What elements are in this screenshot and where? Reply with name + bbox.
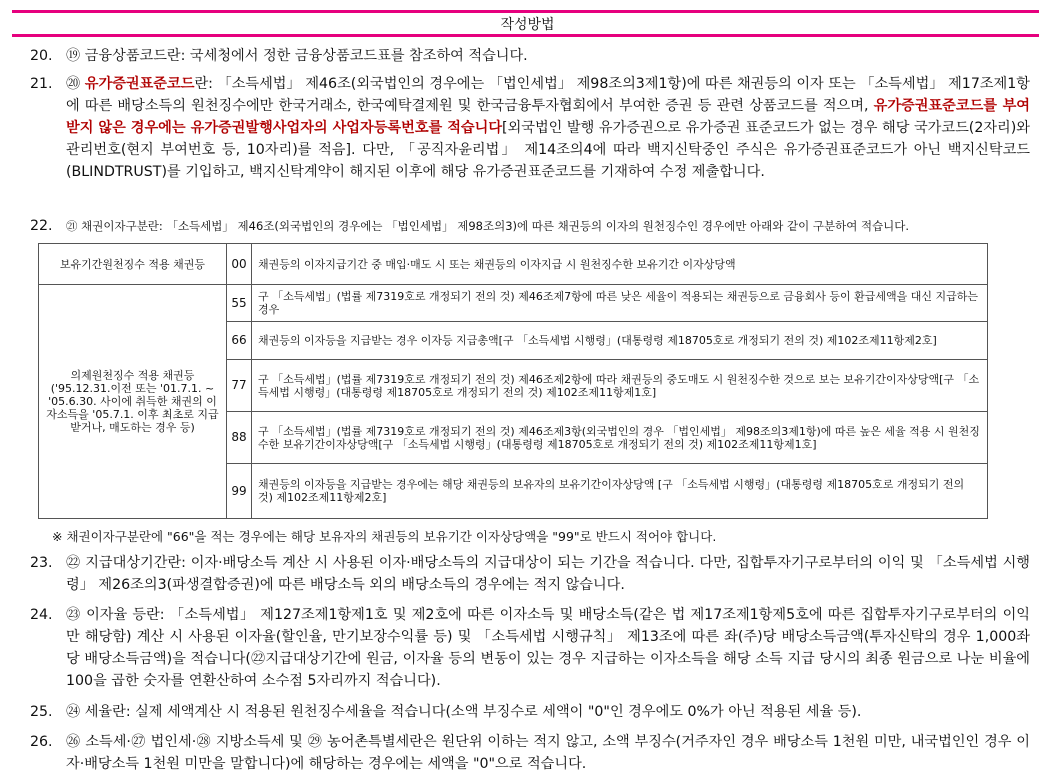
table-note: ※ 채권이자구분란에 "66"을 적는 경우에는 해당 보유자의 채권등의 보유기간 이자상당액을 "99"로 반드시 적어야 합니다. (52, 529, 717, 544)
category-cell: 의제원천징수 적용 채권등 ('95.12.31.이전 또는 '01.7.1. ~ '05.6.30. 사이에 취득한 채권의 이자소득을 '05.7.1. 이후 최초로 지급받거나, 매도하는 경우 등) (39, 285, 227, 519)
code-cell: 55 (227, 285, 252, 322)
item-22 (30, 215, 1030, 237)
description-cell: 채권등의 이자지급기간 중 매입·매도 시 또는 채권등의 이자지급 시 원천징수한 보유기간 이자상당액 (252, 244, 988, 285)
item-text: ㉒ 지급대상기간란: 이자·배당소득 계산 시 사용된 이자·배당소득의 지급대상이 되는 기간을 적습니다. 다만, 집합투자기구로부터의 이익 및 「소득세법 시행령」 제26조의3(파생결합증권)에 따른 배당소득 외의 배당소득의 경우에는 적지 않습니다. (66, 555, 1030, 593)
table-row (39, 285, 988, 322)
page-title: 작성방법 (500, 17, 555, 33)
description-cell: 구 「소득세법」(법률 제7319호로 개정되기 전의 것) 제46조제2항에 따라 채권등의 중도매도 시 원천징수한 것으로 보는 보유기간이자상당액[구 「소득세법 시행령」(대통령령 제18705호로 개정되기 전의 것) 제102조제11항제1호] (252, 360, 988, 412)
item-number: 21. (30, 76, 53, 92)
item-text: ㉔ 세율란: 실제 세액계산 시 적용된 원천징수세율을 적습니다(소액 부징수로 세액이 "0"인 경우에도 0%가 아닌 적용된 세율 등). (66, 704, 862, 720)
code-cell: 00 (227, 244, 252, 285)
item-text (66, 73, 1030, 183)
item-number: 22. (30, 218, 53, 234)
item-number: 25. (30, 704, 53, 720)
category-cell: 보유기간원천징수 적용 채권등 (39, 244, 227, 285)
header-bottom-rule (12, 34, 1039, 37)
item-23 (30, 552, 1030, 596)
description-cell: 구 「소득세법」(법률 제7319호로 개정되기 전의 것) 제46조제7항에 따른 낮은 세율이 적용되는 채권등으로 금융회사 등이 환급세액을 대신 지급하는 경우 (252, 285, 988, 322)
item-number: 23. (30, 555, 53, 571)
item-24 (30, 604, 1030, 692)
item-number: 24. (30, 607, 53, 623)
item-number: 26. (30, 734, 53, 750)
item-20 (30, 45, 1030, 67)
item-number: 20. (30, 48, 53, 64)
item-text-part: 란: 「소득세법」 제46조(외국법인의 경우에는 「법인세법」 제98조의3제1항)에 따른 채권등의 이자 또는 「소득세법」 제17조제1항에 따른 배당소득의 원천징수에만 한국거래소, 한국예탁결제원 및 한국금융투자협회에서 부여한 증권 등 관련 상품코드를 적으며, (66, 76, 1030, 114)
item-26 (30, 731, 1030, 775)
code-cell: 88 (227, 412, 252, 464)
item-text: ㉓ 이자율 등란: 「소득세법」 제127조제1항제1호 및 제2호에 따른 이자소득 및 배당소득(같은 법 제17조제1항제5호에 따른 집합투자기구로부터의 이익만 해당함) 계산 시 사용된 이자율(할인율, 만기보장수익률 등) 및 「소득세법 시행규칙」 제13조에 따른 좌(주)당 배당소득금액(투자신탁의 경우 1,000좌당 배당소득금액)을 적습니다(㉒지급대상기간에 원금, 이자율 등의 변동이 있는 경우 지급하는 이자소득을 해당 소득 지급 당시의 최종 원금으로 나눈 비율에 100을 곱한 숫자를 연환산하여 소수점 5자리까지 적습니다). (66, 607, 1030, 689)
code-cell: 99 (227, 464, 252, 519)
item-text: ⑲ 금융상품코드란: 국세청에서 정한 금융상품코드표를 참조하여 적습니다. (66, 48, 528, 64)
description-cell: 채권등의 이자등을 지급받는 경우에는 해당 채권등의 보유자의 보유기간이자상당액 [구 「소득세법 시행령」(대통령령 제18705호로 개정되기 전의 것) 제102조제11항제2호] (252, 464, 988, 519)
highlight-text: 유가증권표준코드를 부여받지 않은 경우에는 유가증권발행사업자의 사업자등록번호를 적습니다 (66, 98, 1030, 136)
description-cell: 채권등의 이자등을 지급받는 경우 이자등 지급총액[구 「소득세법 시행령」(대통령령 제18705호로 개정되기 전의 것) 제102조제11항제2호] (252, 322, 988, 360)
header-top-rule (12, 10, 1039, 13)
bond-interest-code-table (38, 243, 988, 519)
item-text: ㉑ 채권이자구분란: 「소득세법」 제46조(외국법인의 경우에는 「법인세법」 제98조의3)에 따른 채권등의 이자의 원천징수인 경우에만 아래와 같이 구분하여 적습니다. (66, 219, 910, 233)
item-text-part: ⑳ (66, 76, 85, 92)
table-row (39, 244, 988, 285)
highlight-text: 유가증권표준코드 (84, 76, 195, 92)
item-25 (30, 701, 1030, 723)
code-cell: 77 (227, 360, 252, 412)
description-cell: 구 「소득세법」(법률 제7319호로 개정되기 전의 것) 제46조제3항(외국법인의 경우 「법인세법」 제98조의3제1항)에 따른 높은 세율 적용 시 원천징수한 보유기간이자상당액[구 「소득세법 시행령」(대통령령 제18705호로 개정되기 전의 것) 제102조제11항제1호] (252, 412, 988, 464)
item-text-part: [외국법인 발행 유가증권으로 유가증권 표준코드가 없는 경우 해당 국가코드(2자리)와 관리번호(현지 부여번호 등, 10자리)를 적음]. 다만, 「공직자윤리법」 제14조의4에 따라 백지신탁중인 주식은 유가증권표준코드가 아닌 백지신탁코드(BLINDTRUST)를 기입하고, 백지신탁계약이 해지된 이후에 해당 유가증권표준코드를 기재하여 수정 제출합니다. (66, 120, 1030, 180)
code-cell: 66 (227, 322, 252, 360)
item-text: ㉖ 소득세·㉗ 법인세·㉘ 지방소득세 및 ㉙ 농어촌특별세란은 원단위 이하는 적지 않고, 소액 부징수(거주자인 경우 배당소득 1천원 미만, 내국법인인 경우 이자·배당소득 1천원 미만을 말합니다)에 해당하는 경우에는 세액을 "0"으로 적습니다. (66, 734, 1030, 772)
item-21 (30, 73, 1030, 183)
